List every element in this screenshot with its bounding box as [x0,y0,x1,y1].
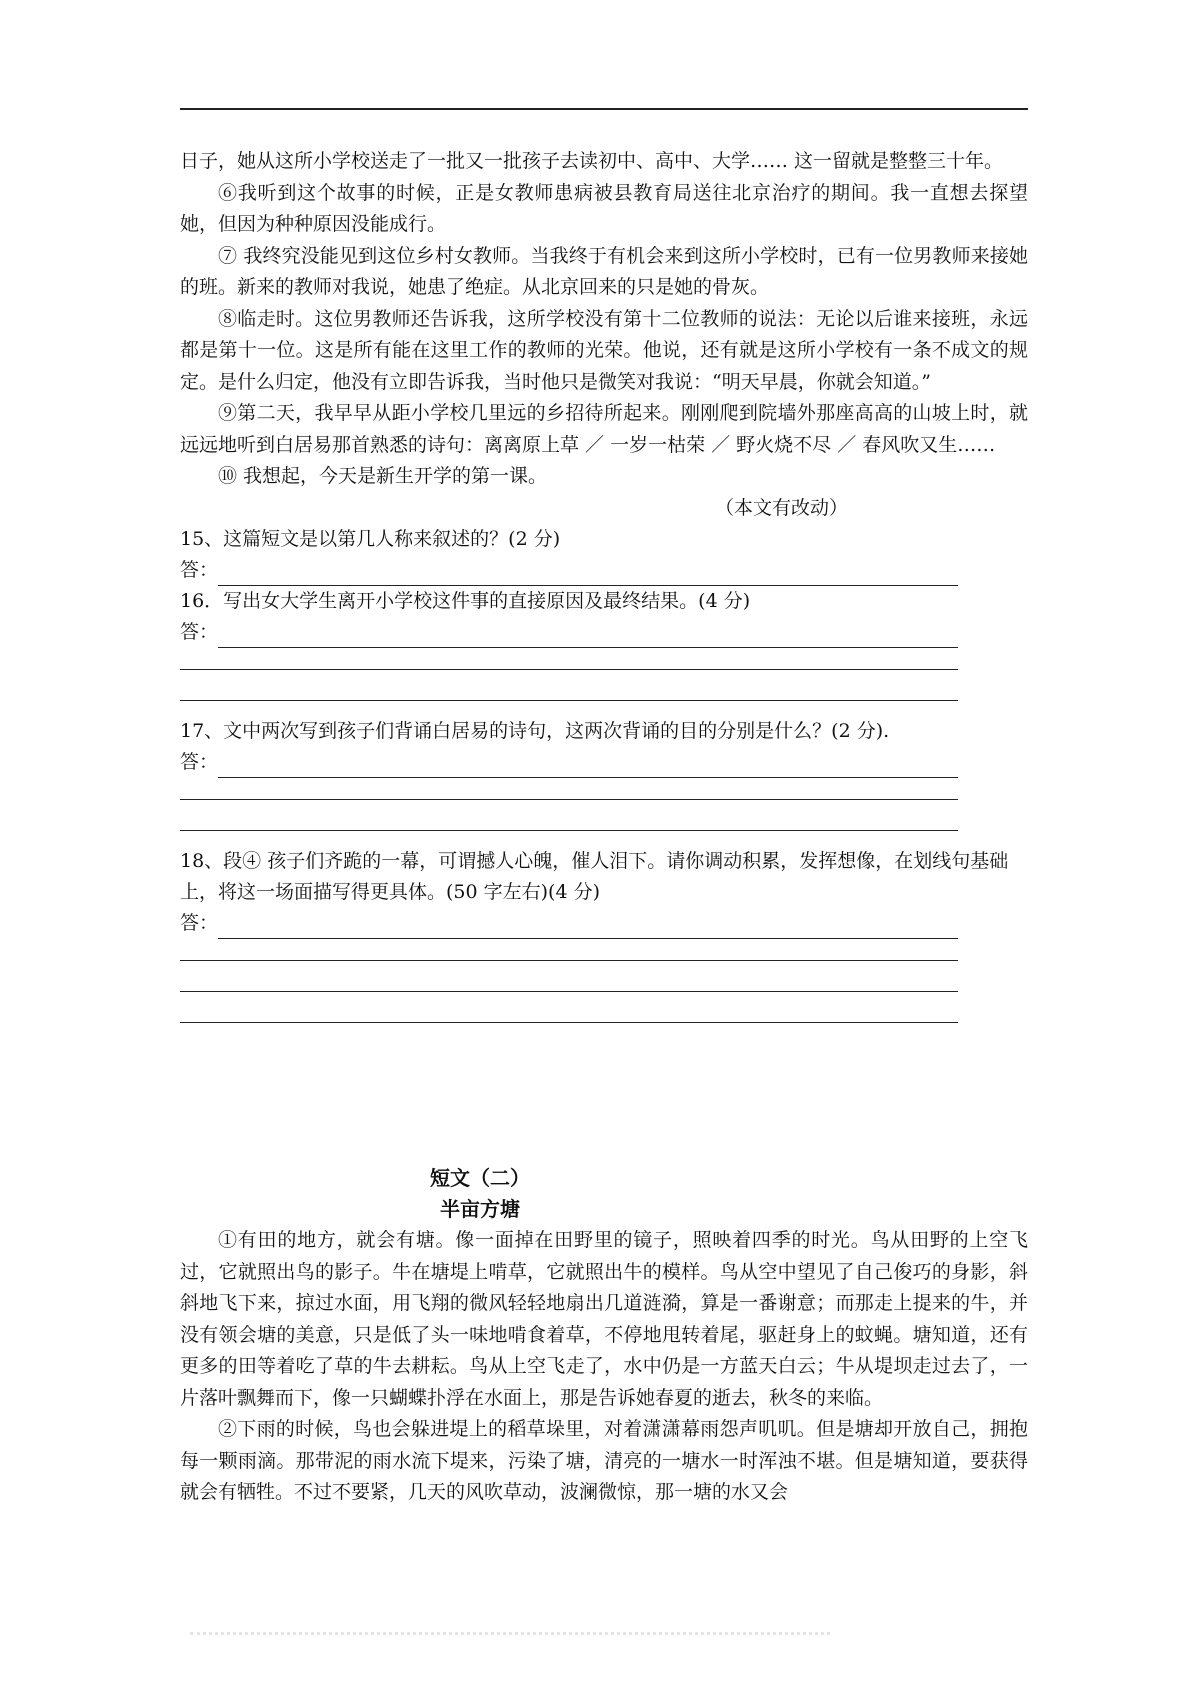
passage-two [180,1225,1028,1509]
answer-blank[interactable] [180,778,958,809]
question-text: 16．写出女大学生离开小学校这件事的直接原因及最终结果。(4 分) [180,590,751,612]
passage-paragraph: ⑨第二天，我早早从距小学校几里远的乡招待所起来。刚刚爬到院墙外那座高高的山坡上时，就远远地听到白居易那首熟悉的诗句：离离原上草 ／ 一岁一枯荣 ／ 野火烧不尽 ／ 春风吹又生…… [180,402,1028,456]
passage-paragraph: ⑧临走时。这位男教师还告诉我，这所学校没有第十二位教师的说法：无论以后谁来接班，永远都是第十一位。这是所有能在这里工作的教师的光荣。他说，还有就是这所小学校有一条不成文的规定。是什么归定，他没有立即告诉我，当时他只是微笑对我说：“明天早晨，你就会知道。” [180,307,1028,393]
source-note: （本文有改动） [714,496,848,519]
answer-row [180,617,1028,648]
question-text: 15、这篇短文是以第几人称来叙述的？(2 分) [180,528,561,550]
passage-paragraph: ⑥我听到这个故事的时候，正是女教师患病被县教育局送往北京治疗的期间。我一直想去探望她，但因为种种原因没能成行。 [180,181,1028,235]
passage-paragraph: ②下雨的时候，鸟也会躲进堤上的稻草垛里，对着潇潇幕雨怨声叽叽。但是塘却开放自己，拥抱每一颗雨滴。那带泥的雨水流下堤来，污染了塘，清亮的一塘水一时浑浊不堪。但是塘知道，要获得就会有牺牲。不过不要紧，几天的风吹草动，波澜微惊，那一塘的水又会 [180,1418,1028,1503]
answer-blank[interactable] [180,970,958,1001]
passage-title: 半亩方塘 [440,1197,520,1221]
answer-label: 答： [180,620,219,643]
answer-blank[interactable] [218,563,958,586]
answer-label: 答： [180,558,219,581]
answer-blank[interactable] [218,916,958,939]
faded-text-line [190,1622,830,1635]
header-rule [180,108,1028,110]
question-text: 18、段④ 孩子们齐跪的一幕，可谓撼人心魄，催人泪下。请你调动积累，发挥想像，在划线句基础上，将这一场面描写得更具体。(50 字左右)(4 分) [180,850,1009,903]
answer-blank[interactable] [180,1001,958,1032]
answer-blank[interactable] [180,939,958,970]
answer-row [180,555,1028,586]
passage-paragraph: ⑦ 我终究没能见到这位乡村女教师。当我终于有机会来到这所小学校时，已有一位男教师来接她的班。新来的教师对我说，她患了绝症。从北京回来的只是她的骨灰。 [180,244,1028,298]
answer-label: 答： [180,750,219,773]
question-17 [180,716,1028,840]
passage-one [180,146,1028,1032]
answer-blank[interactable] [180,648,958,679]
answer-blank[interactable] [180,679,958,710]
question-text: 17、文中两次写到孩子们背诵白居易的诗句，这两次背诵的目的分别是什么？(2 分). [180,720,890,742]
answer-row [180,908,1028,939]
passage-paragraph: 日子，她从这所小学校送走了一批又一批孩子去读初中、高中、大学…… 这一留就是整整三十年。 [180,150,1004,172]
passage-paragraph: ①有田的地方，就会有塘。像一面掉在田野里的镜子，照映着四季的时光。鸟从田野的上空飞过，它就照出鸟的影子。牛在塘堤上啃草，它就照出牛的模样。鸟从空中望见了自己俊巧的身影，斜斜地飞下来，掠过水面，用飞翔的微风轻轻地扇出几道涟漪，算是一番谢意；而那走上提来的牛，并没有领会塘的美意，只是低了头一味地啃食着草，不停地甩转着尾，驱赶身上的蚊蝇。塘知道，还有更多的田等着吃了草的牛去耕耘。鸟从上空飞走了，水中仍是一方蓝天白云；牛从堤坝走过去了，一片落叶飘舞而下，像一只蝴蝶扑浮在水面上，那是告诉她春夏的逝去，秋冬的来临。 [180,1229,1028,1409]
section-title: 短文（二） [430,1166,530,1190]
question-18 [180,846,1028,1032]
question-15 [180,524,1028,586]
answer-blank[interactable] [180,809,958,840]
answer-row [180,747,1028,778]
question-16 [180,586,1028,710]
answer-label: 答： [180,911,219,934]
passage-paragraph: ⑩ 我想起，今天是新生开学的第一课。 [218,465,548,487]
answer-blank[interactable] [218,625,958,648]
answer-blank[interactable] [218,755,958,778]
